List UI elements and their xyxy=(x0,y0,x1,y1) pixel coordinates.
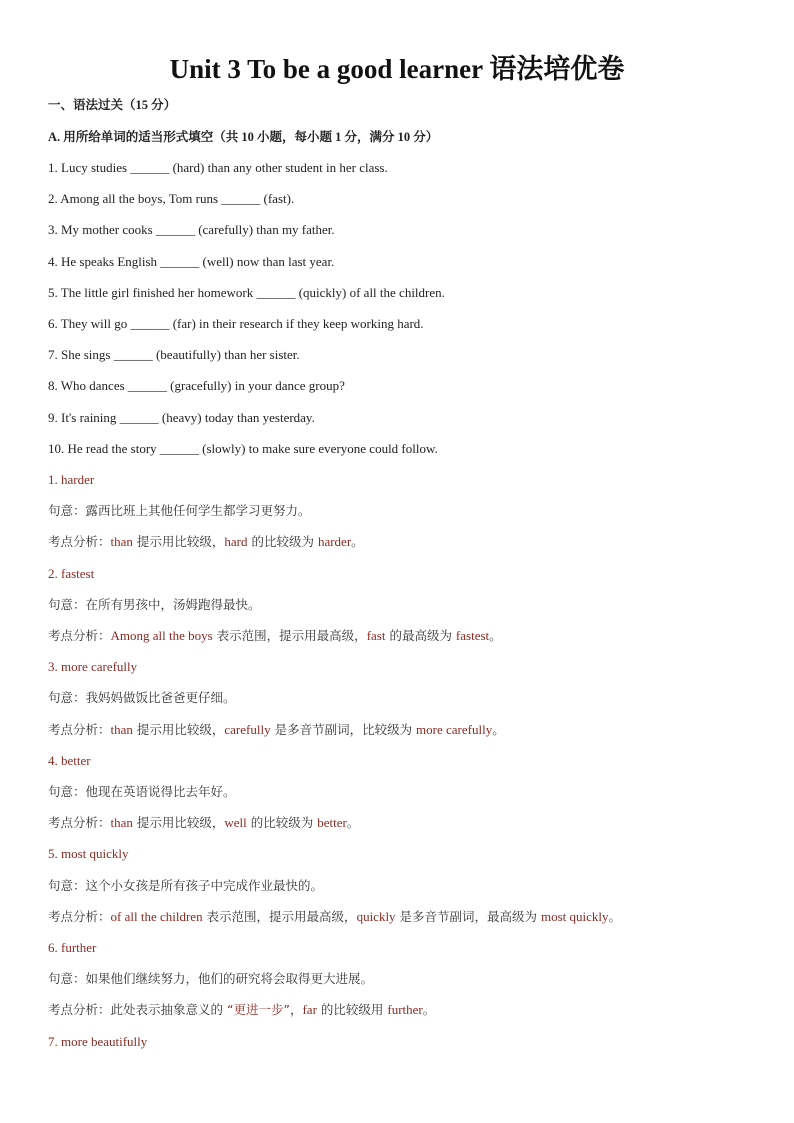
analysis-text: 。 xyxy=(489,628,502,643)
analysis-label: 考点分析： xyxy=(48,534,111,550)
analysis-text: 提示用比较级， xyxy=(132,815,225,831)
question-item: 4. He speaks English ______ (well) now than last year. xyxy=(48,253,335,269)
part-heading: A. 用所给单词的适当形式填空（共 10 小题，每小题 1 分，满分 10 分） xyxy=(48,130,439,144)
meaning-text: 他现在英语说得比去年好。 xyxy=(85,784,236,799)
analysis-text: 的最高级为 xyxy=(385,628,456,643)
point-analysis xyxy=(48,908,621,926)
analysis-keyword: carefully xyxy=(224,721,271,737)
analysis-keyword: far xyxy=(302,1002,317,1018)
analysis-keyword: better xyxy=(317,815,347,831)
analysis-keyword: harder xyxy=(317,534,352,550)
analysis-label: 考点分析： xyxy=(48,908,111,924)
sentence-meaning xyxy=(48,596,261,614)
analysis-text: 此处表示抽象意义的 xyxy=(110,1002,227,1018)
meaning-text: 露西比班上其他任何学生都学习更努力。 xyxy=(85,503,311,519)
analysis-keyword: most quickly xyxy=(541,908,609,924)
analysis-keyword: hard xyxy=(224,534,248,550)
answer-key: 2. fastest xyxy=(48,565,95,581)
meaning-text: 在所有男孩中，汤姆跑得最快。 xyxy=(85,596,261,612)
answer-key: 1. harder xyxy=(48,472,95,487)
analysis-text: 。 xyxy=(346,815,360,831)
analysis-keyword: Among all the boys xyxy=(110,628,213,643)
meaning-label: 句意： xyxy=(48,503,86,519)
sentence-meaning xyxy=(48,970,373,988)
sentence-meaning xyxy=(48,502,311,520)
analysis-text: 的比较级为 xyxy=(247,534,318,550)
analysis-text: 提示用比较级， xyxy=(132,721,225,737)
point-analysis xyxy=(48,533,364,551)
answer-key: 5. most quickly xyxy=(48,846,129,862)
point-analysis xyxy=(48,814,359,832)
analysis-text: 的比较级用 xyxy=(316,1002,388,1018)
question-item: 10. He read the story ______ (slowly) to make sure everyone could follow. xyxy=(48,440,438,456)
point-analysis xyxy=(48,627,502,645)
question-item: 6. They will go ______ (far) in their research if they keep working hard. xyxy=(48,316,424,331)
analysis-text: 提示用比较级， xyxy=(132,534,225,550)
analysis-text: 的比较级为 xyxy=(246,815,318,831)
point-analysis xyxy=(48,721,505,739)
analysis-keyword: fastest xyxy=(455,628,490,643)
meaning-label: 句意： xyxy=(48,784,86,799)
analysis-text: 是多音节副词，最高级为 xyxy=(395,908,542,924)
meaning-label: 句意： xyxy=(48,971,86,987)
analysis-text: 。 xyxy=(492,721,505,737)
meaning-label: 句意： xyxy=(48,877,86,893)
sentence-meaning xyxy=(48,877,323,895)
answer-key: 3. more carefully xyxy=(48,659,138,675)
analysis-text: 表示范围，提示用最高级， xyxy=(212,628,367,643)
question-item: 7. She sings ______ (beautifully) than her sister. xyxy=(48,347,300,363)
analysis-text: ， xyxy=(289,1002,303,1018)
page-title: Unit 3 To be a good learner 语法培优卷 xyxy=(169,54,625,84)
sentence-meaning xyxy=(48,783,236,801)
meaning-text: 我妈妈做饭比爸爸更仔细。 xyxy=(85,690,236,706)
analysis-text: 。 xyxy=(608,908,622,924)
analysis-text: 是多音节副词，比较级为 xyxy=(270,721,417,737)
section-heading: 一、语法过关（15 分） xyxy=(48,98,177,112)
answer-key: 4. better xyxy=(48,752,91,768)
analysis-keyword: fast xyxy=(366,628,386,643)
question-item: 3. My mother cooks ______ (carefully) than my father. xyxy=(48,222,335,238)
analysis-keyword: further xyxy=(387,1002,423,1018)
meaning-text: 这个小女孩是所有孩子中完成作业最快的。 xyxy=(85,877,324,893)
analysis-label: 考点分析： xyxy=(48,721,111,737)
analysis-keyword: quickly xyxy=(356,908,396,924)
answer-key: 6. further xyxy=(48,940,97,955)
analysis-keyword: than xyxy=(110,815,133,831)
point-analysis xyxy=(48,1001,435,1019)
analysis-text: 。 xyxy=(351,534,364,550)
analysis-keyword: well xyxy=(224,815,247,831)
meaning-label: 句意： xyxy=(48,596,86,612)
analysis-label: 考点分析： xyxy=(48,815,111,831)
analysis-text: 。 xyxy=(422,1002,436,1018)
question-item: 5. The little girl finished her homework ______ (quickly) of all the children. xyxy=(48,284,445,300)
question-item: 8. Who dances ______ (gracefully) in your dance group? xyxy=(48,378,345,394)
analysis-label: 考点分析： xyxy=(48,628,111,643)
analysis-text: 表示范围，提示用最高级， xyxy=(202,908,357,924)
analysis-label: 考点分析： xyxy=(48,1002,111,1018)
question-item: 2. Among all the boys, Tom runs ______ (fast). xyxy=(48,191,295,207)
analysis-keyword: than xyxy=(110,721,133,737)
question-item: 1. Lucy studies ______ (hard) than any other student in her class. xyxy=(48,160,388,175)
meaning-text: 如果他们继续努力，他们的研究将会取得更大进展。 xyxy=(85,971,374,987)
analysis-keyword: than xyxy=(110,534,133,550)
sentence-meaning xyxy=(48,689,236,707)
analysis-keyword: “更进一步” xyxy=(227,1002,290,1018)
answer-key: 7. more beautifully xyxy=(48,1033,148,1049)
analysis-keyword: of all the children xyxy=(110,908,203,924)
analysis-keyword: more carefully xyxy=(416,721,493,737)
question-item: 9. It's raining ______ (heavy) today than yesterday. xyxy=(48,409,315,425)
meaning-label: 句意： xyxy=(48,690,86,706)
